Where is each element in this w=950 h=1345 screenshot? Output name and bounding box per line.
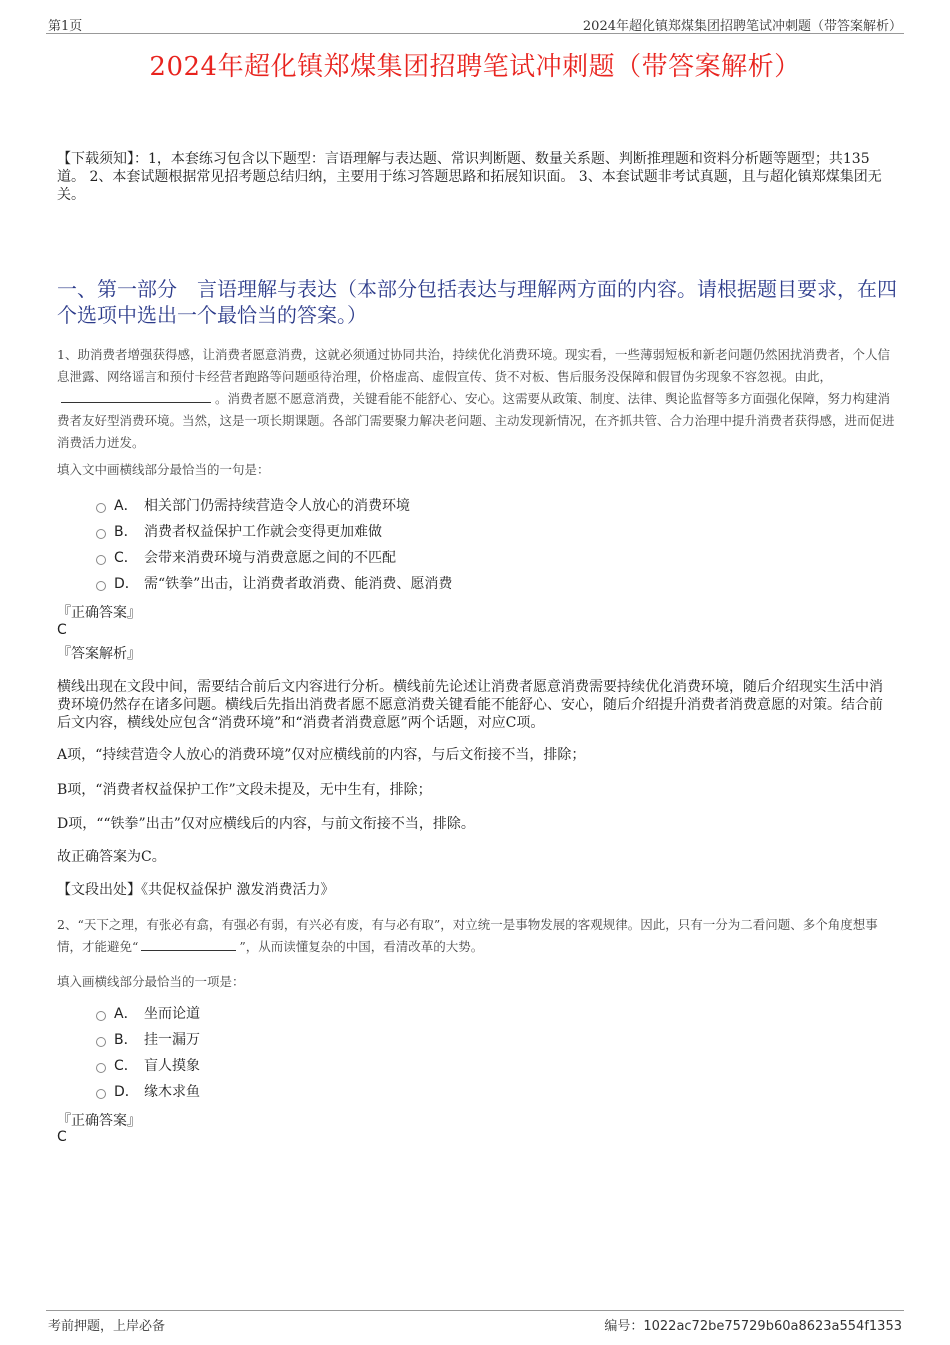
radio-icon[interactable] bbox=[96, 581, 106, 591]
document-id: 编号：1022ac72be75729b60a8623a554f1353 bbox=[604, 1319, 902, 1334]
radio-icon[interactable] bbox=[96, 1011, 106, 1021]
radio-icon[interactable] bbox=[96, 1089, 106, 1099]
radio-icon[interactable] bbox=[96, 555, 106, 565]
analysis-paragraph: 横线出现在文段中间，需要结合前后文内容进行分析。横线前先论述让消费者愿意消费需要持续优化消费环境，随后介绍现实生活中消费环境仍然存在诸多问题。横线后先指出消费者愿不愿意消费关键看能不能舒心、安心，随后介绍提升消费者消费意愿的对策。结合前后文内容，横线处应包含“消费环境”和“消费者消费意愿”两个话题，对应C项。 bbox=[57, 679, 883, 731]
question-2-text: 2、“天下之理，有张必有翕，有强必有弱，有兴必有废，有与必有取”，对立统一是事物发展的客观规律。因此，只有一分为二看问题、多个角度想事情，才能避免“ ”，从而读懂复杂的中国，看清改革的大势。 bbox=[57, 917, 878, 954]
question-2-prompt: 填入画横线部分最恰当的一项是： bbox=[57, 974, 245, 989]
document-title: 2024年超化镇郑煤集团招聘笔试冲刺题（带答案解析） bbox=[149, 52, 801, 82]
header-doc-title: 2024年超化镇郑煤集团招聘笔试冲刺题（带答案解析） bbox=[582, 19, 902, 34]
radio-icon[interactable] bbox=[96, 1063, 106, 1073]
option-b[interactable]: B． 消费者权益保护工作就会变得更加难做 bbox=[96, 518, 796, 544]
option-c[interactable]: C． 会带来消费环境与消费意愿之间的不匹配 bbox=[96, 544, 796, 570]
answer-label: 『正确答案』 bbox=[57, 1113, 141, 1129]
option-c[interactable]: C． 盲人摸象 bbox=[96, 1052, 796, 1078]
page-footer bbox=[46, 1310, 904, 1332]
page-number: 第1页 bbox=[48, 19, 83, 34]
analysis-option-d: D项，““铁拳”出击”仅对应横线后的内容，与前文衔接不当，排除。 bbox=[57, 816, 475, 832]
answer-value: C bbox=[57, 622, 67, 638]
analysis-conclusion: 故正确答案为C。 bbox=[57, 849, 166, 865]
analysis-option-b: B项，“消费者权益保护工作”文段未提及，无中生有，排除； bbox=[57, 782, 432, 798]
radio-icon[interactable] bbox=[96, 503, 106, 513]
section-title: 一、第一部分 言语理解与表达（本部分包括表达与理解两方面的内容。请根据题目要求，在四个选项中选出一个最恰当的答案。） bbox=[57, 277, 897, 327]
option-d[interactable]: D． 缘木求鱼 bbox=[96, 1078, 796, 1104]
question-1-text: 1、助消费者增强获得感，让消费者愿意消费，这就必须通过协同共治，持续优化消费环境。现实看，一些薄弱短板和新老问题仍然困扰消费者，个人信息泄露、网络谣言和预付卡经营者跑路等问题亟待治理，价格虚高、虚假宣传、货不对板、售后服务没保障和假冒伪劣现象不容忽视。由此，。消费者愿不愿意消费，关键看能不能舒心、安心。这需要从政策、制度、法律、舆论监督等多方面强化保障，努力构建消费者友好型消费环境。当然，这是一项长期课题。各部门需要聚力解决老问题、主动发现新情况，在齐抓共管、合力治理中提升消费者获得感，进而促进消费活力迸发。 bbox=[57, 347, 895, 450]
option-b[interactable]: B． 挂一漏万 bbox=[96, 1026, 796, 1052]
option-a[interactable]: A． 坐而论道 bbox=[96, 1000, 796, 1026]
analysis-source: 【文段出处】《共促权益保护 激发消费活力》 bbox=[57, 882, 335, 898]
question-1-prompt: 填入文中画横线部分最恰当的一句是： bbox=[57, 462, 270, 477]
fill-blank bbox=[141, 938, 236, 951]
option-a[interactable]: A． 相关部门仍需持续营造令人放心的消费环境 bbox=[96, 492, 796, 518]
footer-slogan: 考前押题，上岸必备 bbox=[48, 1319, 166, 1334]
fill-blank bbox=[61, 390, 211, 403]
answer-label: 『正确答案』 bbox=[57, 605, 141, 621]
option-d[interactable]: D． 需“铁拳”出击，让消费者敢消费、能消费、愿消费 bbox=[96, 570, 796, 596]
answer-value: C bbox=[57, 1129, 67, 1145]
radio-icon[interactable] bbox=[96, 1037, 106, 1047]
download-notice: 【下载须知】：1，本套练习包含以下题型：言语理解与表达题、常识判断题、数量关系题、判断推理题和资料分析题等题型；共135道。 2、本套试题根据常见招考题总结归纳，主要用于练习答题思路和拓展知识面。 3、本套试题非考试真题，且与超化镇郑煤集团无关。 bbox=[57, 151, 882, 203]
analysis-label: 『答案解析』 bbox=[57, 646, 141, 662]
question-1-options bbox=[96, 492, 796, 596]
page-header bbox=[46, 14, 904, 34]
analysis-option-a: A项，“持续营造令人放心的消费环境”仅对应横线前的内容，与后文衔接不当，排除； bbox=[57, 747, 586, 763]
radio-icon[interactable] bbox=[96, 529, 106, 539]
question-2-options bbox=[96, 1000, 796, 1104]
